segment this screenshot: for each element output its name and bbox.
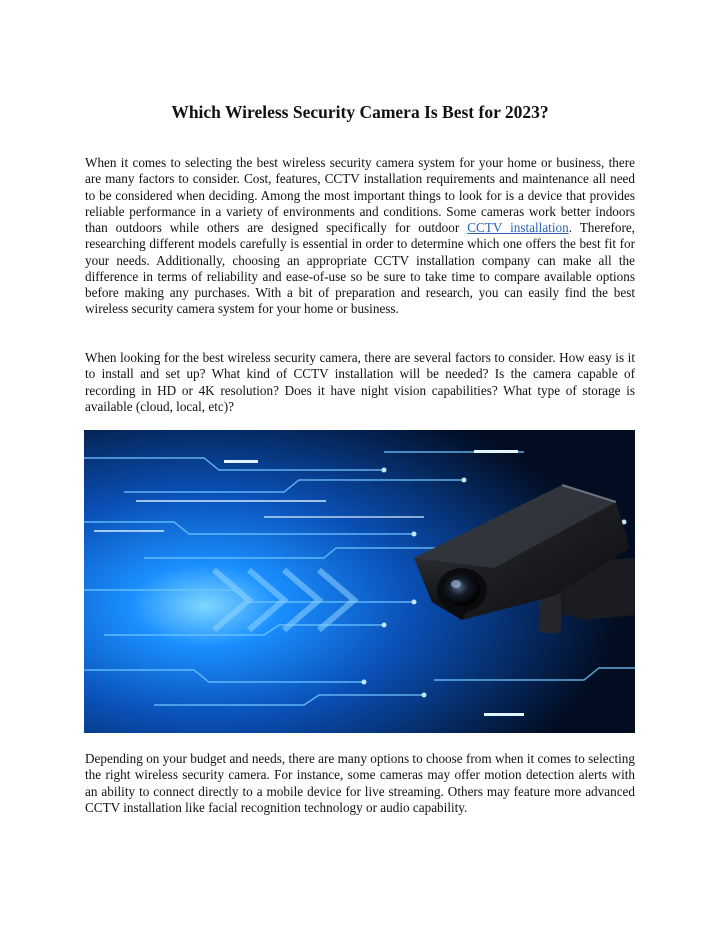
paragraph-factors: When looking for the best wireless security camera, there are several factors to consider. How easy is it to install and set up? What kind of CCTV installation will be needed? Is the camera capable of recording in HD or 4K resolution? Does it have night vision capabilities? What type of storage is available (cloud, local, etc)?: [85, 350, 635, 414]
paragraph-intro-text-after: . Therefore, researching different models carefully is essential in order to determine which one offers the best fit for your needs. Additionally, choosing an appropriate CCTV installation company can make all the difference in terms of reliability and ease-of-use so be sure to take time to compare available options before making any purchases. With a bit of preparation and research, you can easily find the best wireless security camera system for your home or business.: [85, 220, 635, 317]
security-camera-image: [84, 430, 635, 733]
paragraph-intro-text-before: When it comes to selecting the best wireless security camera system for your home or business, there are many factors to consider. Cost, features, CCTV installation requirements and maintenance all need to be considered when deciding. Among the most important things to look for is a device that provides reliable performance in a variety of environments and conditions. Some cameras work better indoors than outdoors while others are designed specifically for outdoor: [85, 155, 635, 235]
document-title: Which Wireless Security Camera Is Best for 2023?: [171, 102, 549, 122]
paragraph-intro: [85, 155, 635, 318]
cctv-installation-link[interactable]: CCTV installation: [467, 220, 569, 235]
paragraph-options: Depending on your budget and needs, there are many options to choose from when it comes to selecting the right wireless security camera. For instance, some cameras may offer motion detection alerts with an ability to connect directly to a mobile device for live streaming. Others may feature more advanced CCTV installation like facial recognition technology or audio capability.: [85, 751, 635, 815]
